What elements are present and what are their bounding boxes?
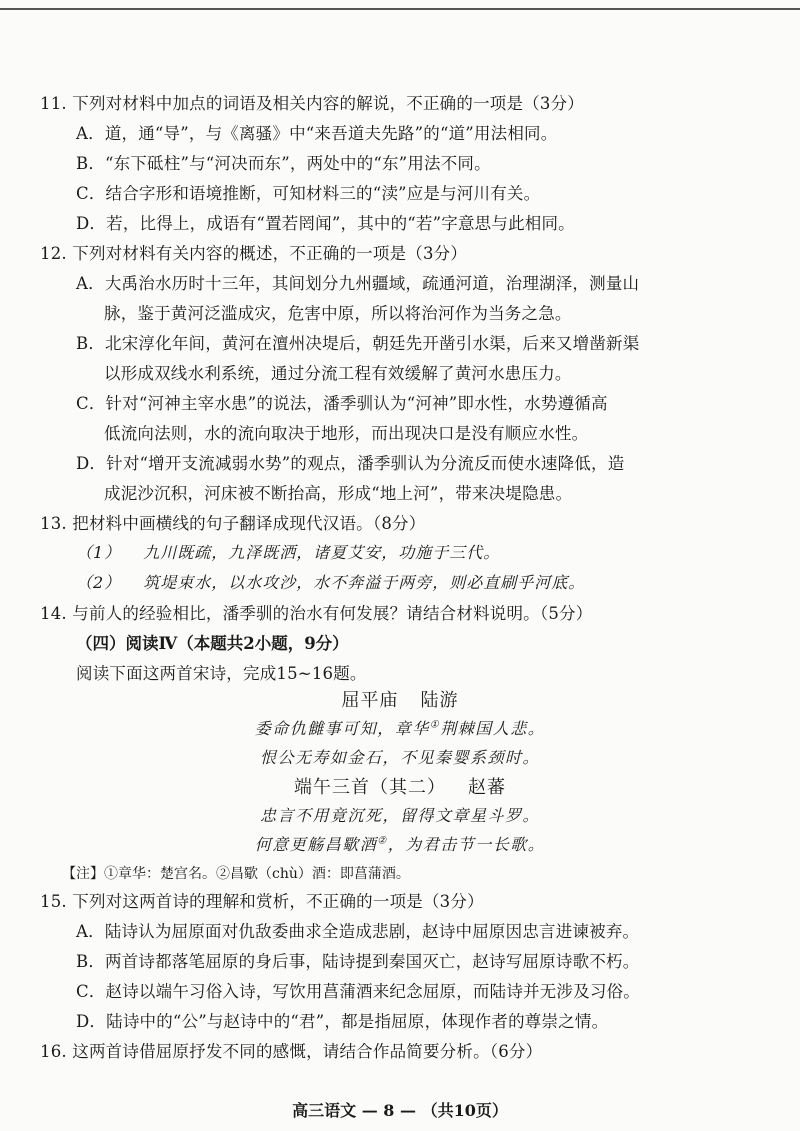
poem-2-author: 赵蕃 [468,777,506,798]
sentence-2-label: （2） [76,573,122,592]
question-12-option-b: B．北宋淳化年间，黄河在澶州决堤后，朝廷先开凿引水渠，后来又增凿新渠 [76,334,640,353]
poem-2-title [0,773,800,799]
question-15-option-d: D．陆诗中的“公”与赵诗中的“君”，都是指屈原，体现作者的尊崇之情。 [76,1012,609,1031]
page-footer: 高三语文 — 8 — （共10页） [292,1101,508,1120]
poem-2-line-1: 忠言不用竟沉死，留得文章星斗罗。 [259,806,540,825]
poem-footnote: 【注】①章华：楚宫名。②昌歜（chù）酒：即菖蒲酒。 [62,866,410,882]
question-15-option-c: C．赵诗以端午习俗入诗，写饮用菖蒲酒来纪念屈原，而陆诗并无涉及习俗。 [76,982,640,1001]
question-16-stem: 16. 这两首诗借屈原抒发不同的感慨，请结合作品简要分析。（6分） [40,1042,543,1061]
footnote-marker-1: ① [429,719,441,731]
question-12-option-d-cont: 成泥沙沉积，河床被不断抬高，形成“地上河”，带来决堤隐患。 [104,484,573,503]
poem-2-line-2-b: ，为君击节一长歌。 [387,835,546,854]
question-11-stem: 11. 下列对材料中加点的词语及相关内容的解说，不正确的一项是（3分） [40,94,584,113]
poem-1-line-2: 恨公无寿如金石，不见秦婴系颈时。 [259,748,540,767]
poem-2-name: 端午三首（其二） [294,777,446,798]
question-12-option-b-cont: 以形成双线水利系统，通过分流工程有效缓解了黄河水患压力。 [104,364,572,383]
question-12-stem: 12. 下列对材料有关内容的概述，不正确的一项是（3分） [40,244,468,263]
sentence-1-label: （1） [76,543,122,562]
question-12-option-d: D．针对“增开支流减弱水势”的观点，潘季驯认为分流反而使水速降低，造 [76,454,625,473]
question-11-option-c: C．结合字形和语境推断，可知材料三的“渎”应是与河川有关。 [76,184,541,203]
question-12-option-a: A．大禹治水历时十三年，其间划分九州疆域，疏通河道，治理湖泽，测量山 [76,274,640,293]
question-12-option-a-cont: 脉，鉴于黄河泛滥成灾，危害中原，所以将治河作为当务之急。 [104,304,572,323]
question-15-option-b: B．两首诗都落笔屈原的身后事，陆诗提到秦国灭亡，赵诗写屈原诗歌不朽。 [76,952,640,971]
poem-1-line-1-a: 委命仇雠事可知，章华 [254,719,430,738]
question-12-option-c: C．针对“河神主宰水患”的说法，潘季驯认为“河神”即水性，水势遵循高 [76,394,608,413]
question-14-stem: 14. 与前人的经验相比，潘季驯的治水有何发展？请结合材料说明。（5分） [40,604,593,623]
poem-1-name: 屈平庙 [341,690,399,711]
poem-2-line-2 [0,832,800,855]
poem-2-line-2-a: 何意更觞昌歜酒 [254,835,378,854]
question-15-stem: 15. 下列对这两首诗的理解和赏析，不正确的一项是（3分） [40,892,484,911]
question-15-option-a: A．陆诗认为屈原面对仇敌委曲求全造成悲剧，赵诗中屈原因忠言进谏被弃。 [76,922,640,941]
sentence-1-text: 九川既疏，九泽既洒，诸夏艾安，功施于三代。 [143,543,501,562]
sentence-2-text: 筑堤束水，以水攻沙，水不奔溢于两旁，则必直刷乎河底。 [143,573,586,592]
question-12-option-c-cont: 低流向法则，水的流向取决于地形，而出现决口是没有顺应水性。 [104,424,589,443]
question-11-option-d: D．若，比得上，成语有“置若罔闻”，其中的“若”字意思与此相同。 [76,214,575,233]
footnote-marker-2: ② [377,835,388,847]
section-intro: 阅读下面这两首宋诗，完成15~16题。 [76,664,367,683]
question-13-sentence-1 [76,540,500,563]
section-heading: （四）阅读Ⅳ（本题共2小题，9分） [76,634,349,653]
question-11-option-a: A．道，通“导”，与《离骚》中“来吾道夫先路”的“道”用法相同。 [76,124,558,143]
poem-1-line-1-b: 荆棘国人悲。 [440,719,546,738]
question-13-stem: 13. 把材料中画横线的句子翻译成现代汉语。（8分） [40,514,426,533]
question-13-sentence-2 [76,570,585,593]
poem-1-title [0,686,800,712]
question-11-option-b: B．“东下砥柱”与“河决而东”，两处中的“东”用法不同。 [76,154,491,173]
poem-1-author: 陆游 [420,690,459,711]
poem-1-line-1 [0,716,800,739]
